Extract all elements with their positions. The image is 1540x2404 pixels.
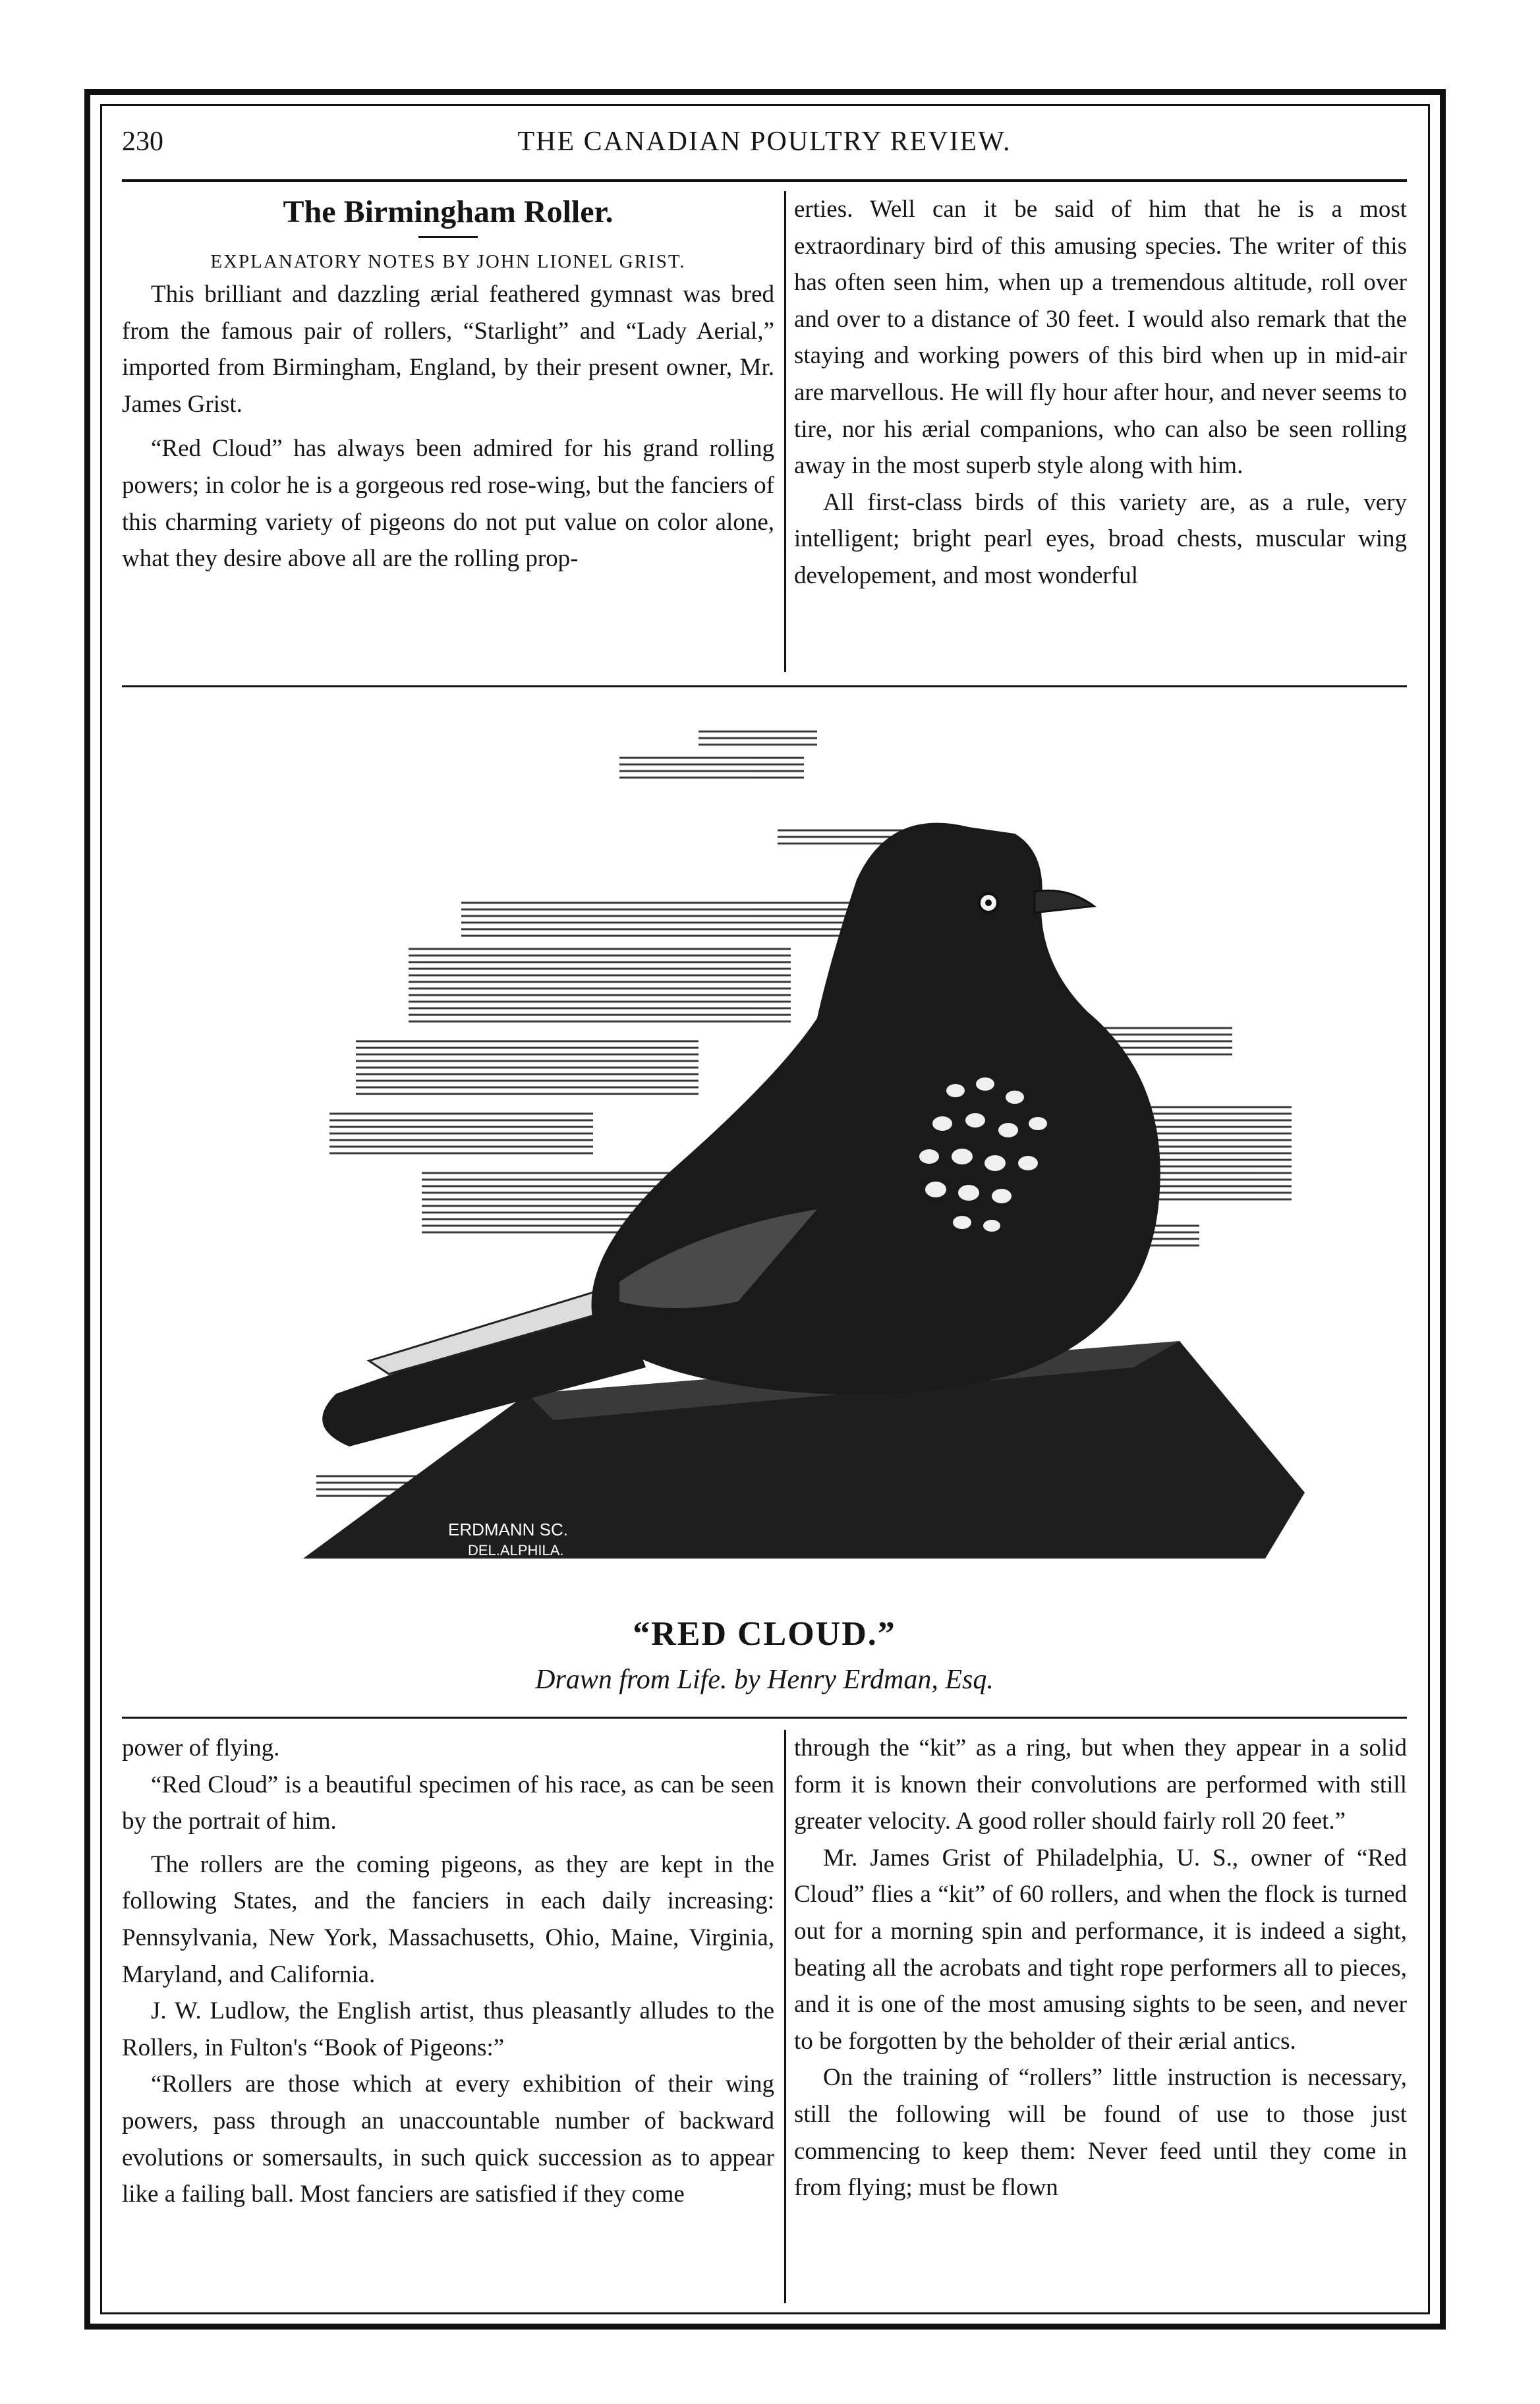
engraver-mark: DEL.ALPHILA. (468, 1542, 564, 1559)
section-rule-top (122, 685, 1407, 687)
top-left-column (122, 191, 774, 577)
paragraph: All first-class birds of this variety are, as a rule, very intelligent; bright pearl eyes, broad chests, muscular wing developement, and most wonderful (794, 488, 1407, 589)
paragraph: “Red Cloud” is a beautiful specimen of his race, as can be seen by the portrait of him. (122, 1771, 774, 1835)
illustration-caption: “RED CLOUD.” (633, 1615, 896, 1653)
red-cloud-engraving (277, 708, 1325, 1615)
bottom-left-column (122, 1730, 774, 2213)
paragraph: erties. Well can it be said of him that he is a most extraordinary bird of this amusing species. The writer of this has often seen him, when up a tremendous altitude, roll over and over to a distance of 30 feet. I would also remark that the staying and working powers of this bird when up in mid-air are marvellous. He will fly hour after hour, and never seems to tire, nor his ærial companions, who can also be seen rolling away in the most superb style along with him. (794, 196, 1407, 480)
paragraph: Mr. James Grist of Philadelphia, U. S., owner of “Red Cloud” flies a “kit” of 60 rollers, and when the flock is turned out for a morning spin and performance, it is indeed a sight, beating all the acrobats and tight rope performers all to pieces, and it is one of the most amusing sights to be seen, and never to be forgotten by the beholder of their ærial antics. (794, 1844, 1407, 2055)
running-title: THE CANADIAN POULTRY REVIEW. (517, 127, 1012, 157)
paragraph: power of flying. (122, 1734, 280, 1761)
page-header (122, 119, 1407, 165)
paragraph: The rollers are the coming pigeons, as they are kept in the following States, and the fanciers in each daily increasing: Pennsylvania, New York, Massachusetts, Ohio, Maine, Virginia, Maryland, and California. (122, 1850, 774, 1988)
paragraph: “Red Cloud” has always been admired for his grand rolling powers; in color he is a gorgeous red rose-wing, but the fanciers of this charming variety of pigeons do not put value on color alone, what they desire above all are the rolling prop- (122, 435, 774, 573)
paragraph: J. W. Ludlow, the English artist, thus pleasantly alludes to the Rollers, in Fulton's “Book of Pigeons:” (122, 1997, 774, 2061)
column-divider-bottom (784, 1730, 786, 2303)
header-rule (122, 179, 1407, 182)
paragraph: through the “kit” as a ring, but when they appear in a solid form it is known their convolutions are performed with still greater velocity. A good roller should fairly roll 20 feet.” (794, 1734, 1407, 1835)
paragraph: “Rollers are those which at every exhibition of their wing powers, pass through an unaccountable number of backward evolutions or somersaults, in such quick succession as to appear like a failing ball. Most fanciers are satisfied if they come (122, 2071, 774, 2208)
title-rule (418, 236, 478, 238)
article-title: The Birmingham Roller. (283, 194, 613, 229)
page-number: 230 (122, 127, 163, 157)
engraver-mark: ERDMANN SC. (448, 1520, 569, 1539)
column-divider-top (784, 191, 786, 672)
article-byline: EXPLANATORY NOTES BY JOHN LIONEL GRIST. (210, 251, 686, 272)
section-rule-bottom (122, 1717, 1407, 1719)
illustration-credit: Drawn from Life. by Henry Erdman, Esq. (535, 1665, 994, 1695)
paragraph: On the training of “rollers” little instruction is necessary, still the following will be found of use to those just commencing to keep them: Never feed until they come in from flying; must be flown (794, 2064, 1407, 2202)
bottom-right-column (794, 1730, 1407, 2206)
top-right-column (794, 191, 1407, 594)
paragraph: This brilliant and dazzling ærial feathered gymnast was bred from the famous pair of rollers, “Starlight” and “Lady Aerial,” imported from Birmingham, England, by their present owner, Mr. James Grist. (122, 281, 774, 418)
beak (1035, 890, 1094, 913)
